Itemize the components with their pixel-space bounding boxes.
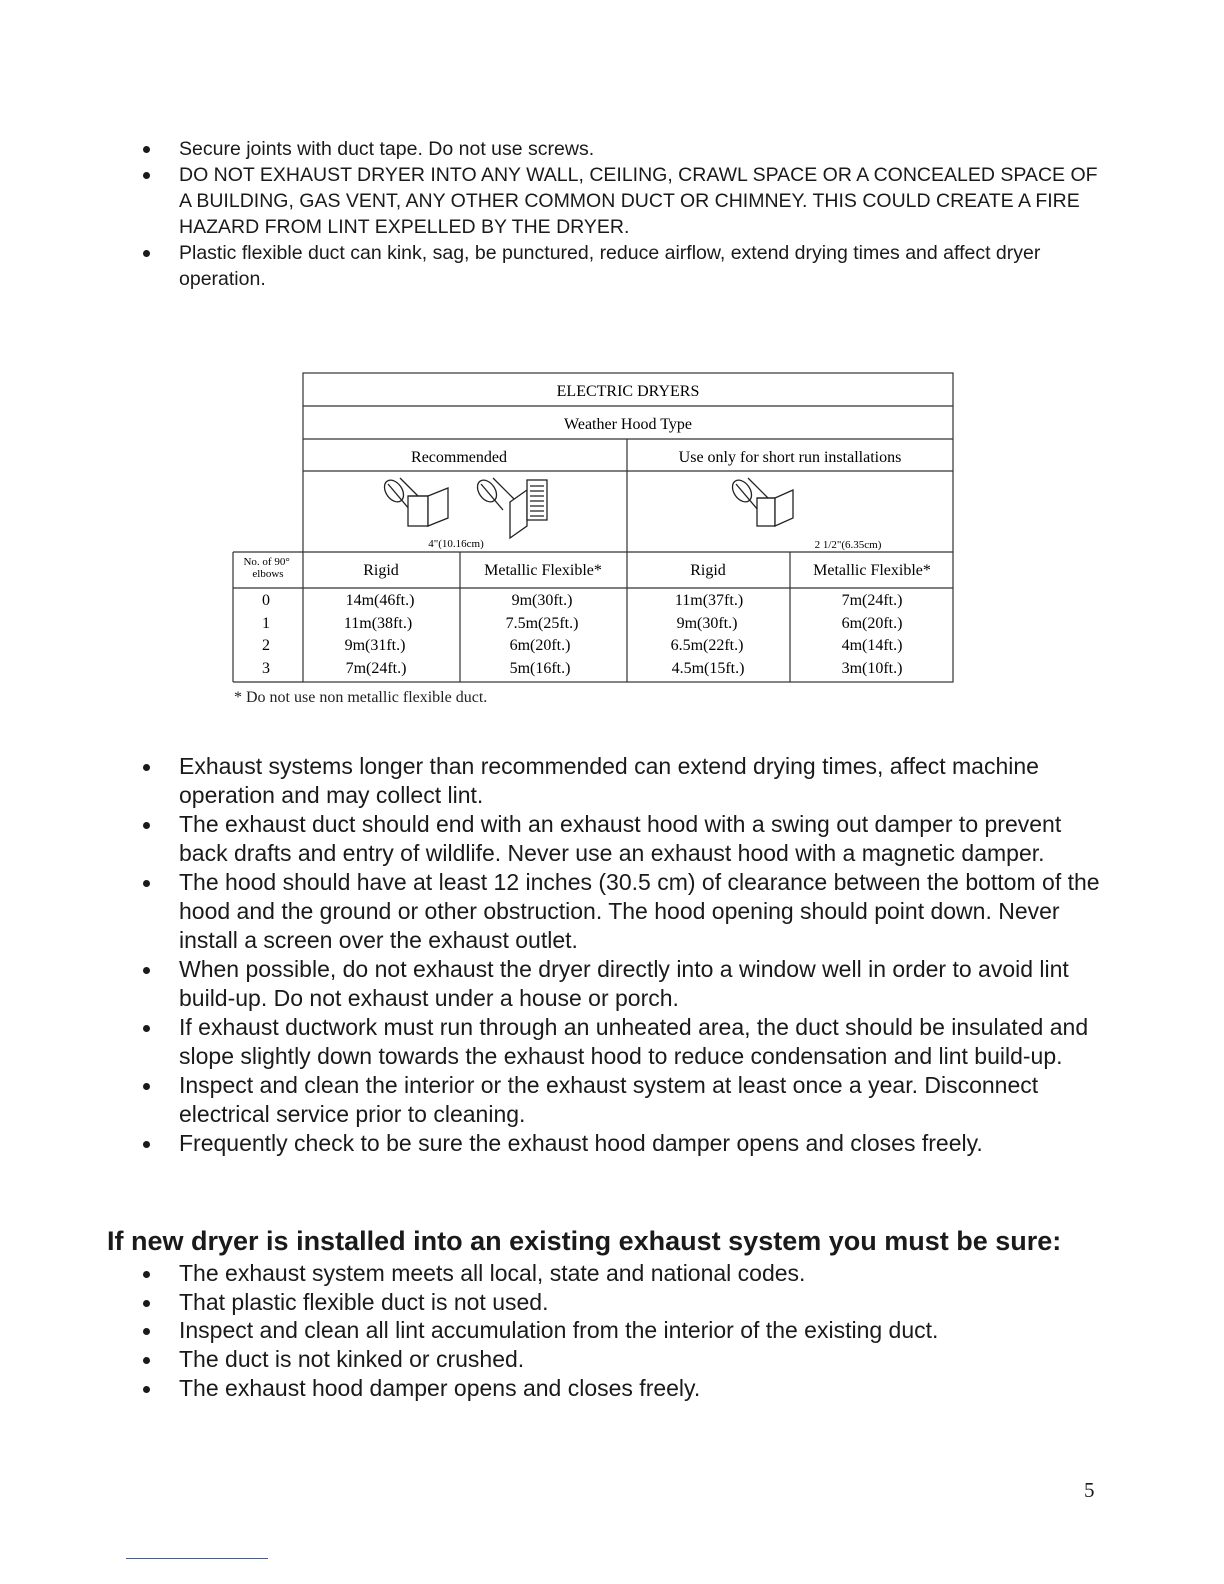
louvered-hood-icon: [381, 477, 448, 526]
table-cell: 5m(16ft.): [509, 660, 571, 677]
table-row: [262, 637, 902, 654]
short-run-hood-icon: [729, 477, 793, 526]
bullet-item: The exhaust hood damper opens and closes freely.: [140, 1374, 1100, 1403]
top-bullet-list: [140, 136, 1100, 292]
page-number: 5: [1084, 1478, 1095, 1502]
table-cell: 3m(10ft.): [841, 660, 903, 677]
table-cell: 4.5m(15ft.): [671, 660, 745, 677]
column-header: Rigid: [363, 562, 399, 579]
elbows-count: 2: [262, 637, 270, 654]
table-row: [262, 660, 902, 677]
column-header: Rigid: [690, 562, 726, 579]
group-short-run: Use only for short run installations: [678, 449, 902, 466]
bullet-item: Secure joints with duct tape. Do not use screws.: [140, 136, 1100, 162]
bullet-item: The exhaust system meets all local, state and national codes.: [140, 1259, 1100, 1288]
vent-length-table: [232, 372, 954, 684]
table-cell: 9m(31ft.): [344, 637, 406, 654]
short-run-size: 2 1/2"(6.35cm): [814, 539, 882, 551]
grille-hood-icon: [474, 477, 547, 538]
exhaust-guidelines-list: [140, 752, 1100, 1158]
column-header: Metallic Flexible*: [813, 562, 931, 579]
elbows-count: 1: [262, 615, 270, 632]
bullet-item: Plastic flexible duct can kink, sag, be punctured, reduce airflow, extend drying times and affect dryer operation.: [140, 240, 1100, 292]
section-heading: If new dryer is installed into an existing exhaust system you must be sure:: [107, 1226, 1062, 1256]
table-cell: 6m(20ft.): [841, 615, 903, 632]
bullet-item: That plastic flexible duct is not used.: [140, 1288, 1100, 1317]
table-cell: 11m(37ft.): [674, 592, 744, 609]
table-cell: 7m(24ft.): [841, 592, 903, 609]
elbows-header-line-2: elbows: [252, 568, 284, 580]
table-cell: 7m(24ft.): [345, 660, 407, 677]
elbows-header-line-1: No. of 90°: [243, 556, 290, 568]
elbows-header: [243, 556, 292, 580]
table-cell: 7.5m(25ft.): [505, 615, 579, 632]
table-row: [262, 615, 902, 632]
bullet-item: DO NOT EXHAUST DRYER INTO ANY WALL, CEILING, CRAWL SPACE OR A CONCEALED SPACE OF A BUILDING, GAS VENT, ANY OTHER COMMON DUCT OR CHIMNEY. THIS COULD CREATE A FIRE HAZARD FROM LINT EXPELLED BY THE DRYER.: [140, 162, 1100, 240]
bullet-item: The hood should have at least 12 inches (30.5 cm) of clearance between the bottom of the hood and the ground or other obstruction. The hood opening should point down. Never install a screen over the exhaust outlet.: [140, 868, 1100, 955]
table-cell: 11m(38ft.): [343, 615, 413, 632]
table-cell: 6m(20ft.): [509, 637, 571, 654]
bullet-item: Frequently check to be sure the exhaust hood damper opens and closes freely.: [140, 1129, 1100, 1158]
bullet-item: When possible, do not exhaust the dryer directly into a window well in order to avoid lint build-up. Do not exhaust under a house or porch.: [140, 955, 1100, 1013]
existing-system-checklist: [140, 1259, 1100, 1403]
table-row: [262, 592, 902, 609]
table-title: ELECTRIC DRYERS: [556, 383, 700, 400]
table-cell: 4m(14ft.): [841, 637, 903, 654]
table-subtitle: Weather Hood Type: [564, 416, 692, 433]
footer-rule: [126, 1558, 268, 1559]
elbows-count: 3: [262, 660, 270, 677]
table-cell: 9m(30ft.): [676, 615, 738, 632]
table-cell: 6.5m(22ft.): [670, 637, 744, 654]
bullet-item: Exhaust systems longer than recommended can extend drying times, affect machine operation and may collect lint.: [140, 752, 1100, 810]
bullet-item: Inspect and clean all lint accumulation from the interior of the existing duct.: [140, 1316, 1100, 1345]
table-footnote: * Do not use non metallic flexible duct.: [234, 689, 488, 706]
bullet-item: Inspect and clean the interior or the exhaust system at least once a year. Disconnect electrical service prior to cleaning.: [140, 1071, 1100, 1129]
column-header: Metallic Flexible*: [484, 562, 602, 579]
bullet-item: The duct is not kinked or crushed.: [140, 1345, 1100, 1374]
elbows-count: 0: [262, 592, 270, 609]
group-recommended: Recommended: [411, 449, 507, 466]
table-cell: 9m(30ft.): [511, 592, 573, 609]
recommended-size: 4"(10.16cm): [428, 538, 484, 550]
bullet-item: The exhaust duct should end with an exhaust hood with a swing out damper to prevent back drafts and entry of wildlife. Never use an exhaust hood with a magnetic damper.: [140, 810, 1100, 868]
table-cell: 14m(46ft.): [345, 592, 415, 609]
bullet-item: If exhaust ductwork must run through an unheated area, the duct should be insulated and slope slightly down towards the exhaust hood to reduce condensation and lint build-up.: [140, 1013, 1100, 1071]
